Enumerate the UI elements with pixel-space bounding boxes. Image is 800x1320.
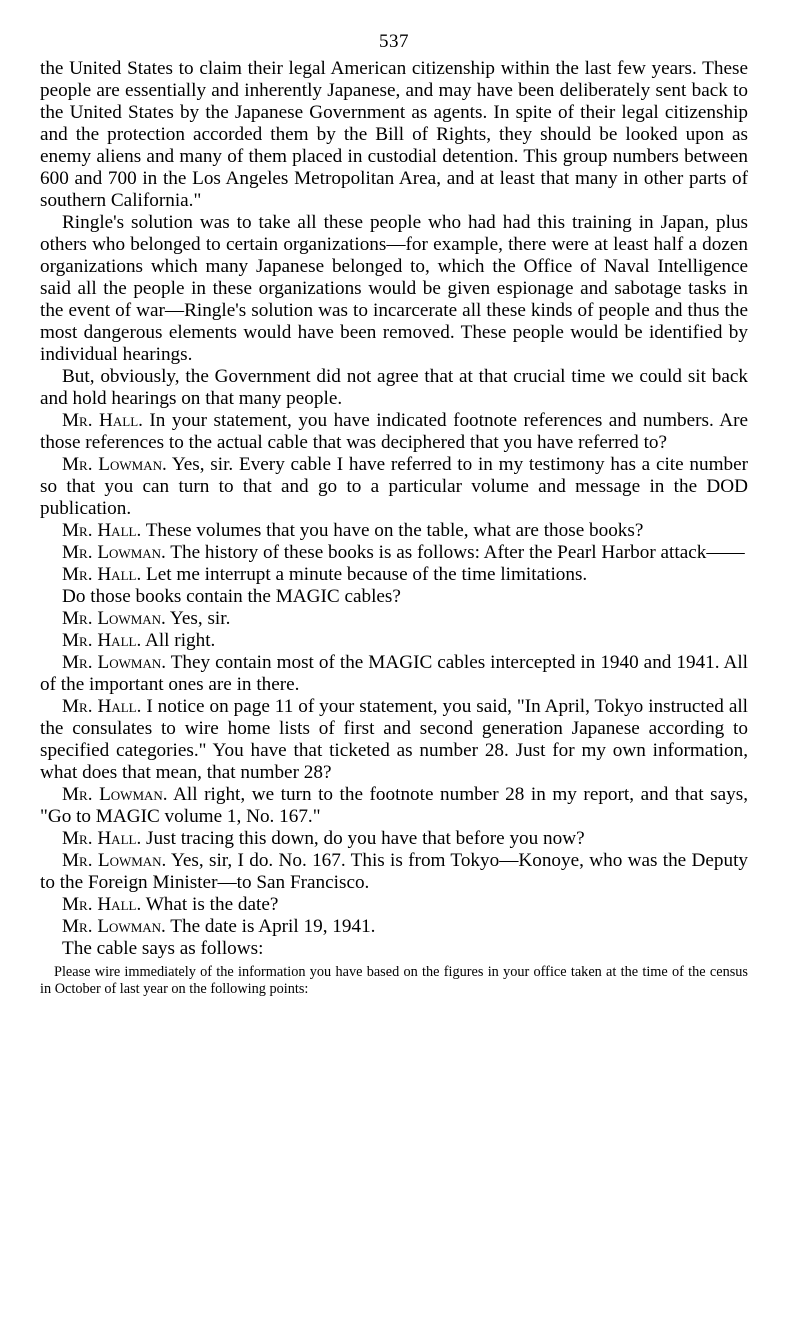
testimony-paragraph: [40, 520, 748, 542]
testimony-paragraph: [40, 542, 748, 564]
speaker-name: Mr. Hall.: [62, 410, 143, 431]
paragraph-text: the United States to claim their legal American citizenship within the last few years. These people are essentially and inherently Japanese, and may have been deliberately sent back to the United States by the Japanese Government as agents. In spite of their legal citizenship and the protection accorded them by the Bill of Rights, they should be looked upon as enemy aliens and many of them placed in custodial detention. This group numbers between 600 and 700 in the Los Angeles Metropolitan Area, and at least that many in other parts of southern California.": [40, 58, 748, 211]
speaker-name: Mr. Hall.: [62, 828, 142, 849]
speaker-name: Mr. Lowman.: [62, 916, 166, 937]
paragraph-text: The history of these books is as follows: After the Pearl Harbor attack——: [165, 542, 745, 563]
testimony-paragraph: [40, 652, 748, 696]
paragraph-text: Yes, sir.: [165, 608, 231, 629]
body-paragraph: [40, 58, 748, 212]
speaker-name: Mr. Lowman.: [62, 542, 166, 563]
paragraph-text: Yes, sir. Every cable I have referred to in my testimony has a cite number so that you can turn to that and go to a particular volume and message in the DOD publication.: [40, 454, 748, 519]
paragraph-text: What is the date?: [141, 894, 279, 915]
page-number: 537: [379, 31, 409, 52]
testimony-paragraph: [40, 916, 748, 938]
paragraph-text: All right, we turn to the footnote number 28 in my report, and that says, "Go to MAGIC volume 1, No. 167.": [40, 784, 748, 827]
speaker-name: Mr. Hall.: [62, 520, 142, 541]
speaker-name: Mr. Lowman.: [62, 652, 167, 673]
testimony-paragraph: [40, 608, 748, 630]
paragraph-text: I notice on page 11 of your statement, you said, "In April, Tokyo instructed all the consulates to wire home lists of first and second generation Japanese according to specified categories." You have that ticketed as number 28. Just for my own information, what does that mean, that number 28?: [40, 696, 748, 783]
document-body: [40, 58, 748, 960]
speaker-name: Mr. Hall.: [62, 696, 142, 717]
paragraph-text: Yes, sir, I do. No. 167. This is from Tokyo—Konoye, who was the Deputy to the Foreign Minister—to San Francisco.: [40, 850, 748, 893]
speaker-name: Mr. Lowman.: [62, 850, 167, 871]
paragraph-text: The date is April 19, 1941.: [165, 916, 376, 937]
paragraph-text: The cable says as follows:: [62, 938, 264, 959]
paragraph-text: These volumes that you have on the table, what are those books?: [141, 520, 644, 541]
speaker-name: Mr. Hall.: [62, 630, 142, 651]
body-paragraph: [40, 366, 748, 410]
testimony-paragraph: [40, 894, 748, 916]
speaker-name: Mr. Hall.: [62, 894, 142, 915]
testimony-paragraph: [40, 454, 748, 520]
body-paragraph: [40, 938, 748, 960]
speaker-name: Mr. Lowman.: [62, 454, 167, 475]
testimony-paragraph: [40, 630, 748, 652]
paragraph-text: But, obviously, the Government did not agree that at that crucial time we could sit back and hold hearings on that many people.: [40, 366, 748, 409]
paragraph-text: Ringle's solution was to take all these people who had had this training in Japan, plus others who belonged to certain organizations—for example, there were at least half a dozen organizations which many Japanese belonged to, which the Office of Naval Intelligence said all the people in these organizations would be given espionage and sabotage tasks in the event of war—Ringle's solution was to incarcerate all these kinds of people and thus the most dangerous elements would have been removed. These people would be identified by individual hearings.: [40, 212, 748, 365]
paragraph-text: They contain most of the MAGIC cables intercepted in 1940 and 1941. All of the important ones are in there.: [40, 652, 749, 695]
body-paragraph: [40, 586, 748, 608]
speaker-name: Mr. Hall.: [62, 564, 142, 585]
paragraph-text: Let me interrupt a minute because of the time limitations.: [141, 564, 588, 585]
paragraph-text: Just tracing this down, do you have that before you now?: [141, 828, 585, 849]
testimony-paragraph: [40, 828, 748, 850]
body-paragraph: [40, 212, 748, 366]
speaker-name: Mr. Lowman.: [62, 784, 168, 805]
paragraph-text: In your statement, you have indicated footnote references and numbers. Are those references to the actual cable that was deciphered that you have referred to?: [40, 410, 749, 453]
testimony-paragraph: [40, 564, 748, 586]
paragraph-text: All right.: [141, 630, 216, 651]
testimony-paragraph: [40, 850, 748, 894]
document-page: [40, 30, 748, 998]
cable-quote: Please wire immediately of the information you have based on the figures in your office taken at the time of the census in October of last year on the following points:: [40, 964, 748, 997]
testimony-paragraph: [40, 784, 748, 828]
paragraph-text: Do those books contain the MAGIC cables?: [62, 586, 401, 607]
testimony-paragraph: [40, 696, 748, 784]
testimony-paragraph: [40, 410, 748, 454]
speaker-name: Mr. Lowman.: [62, 608, 166, 629]
